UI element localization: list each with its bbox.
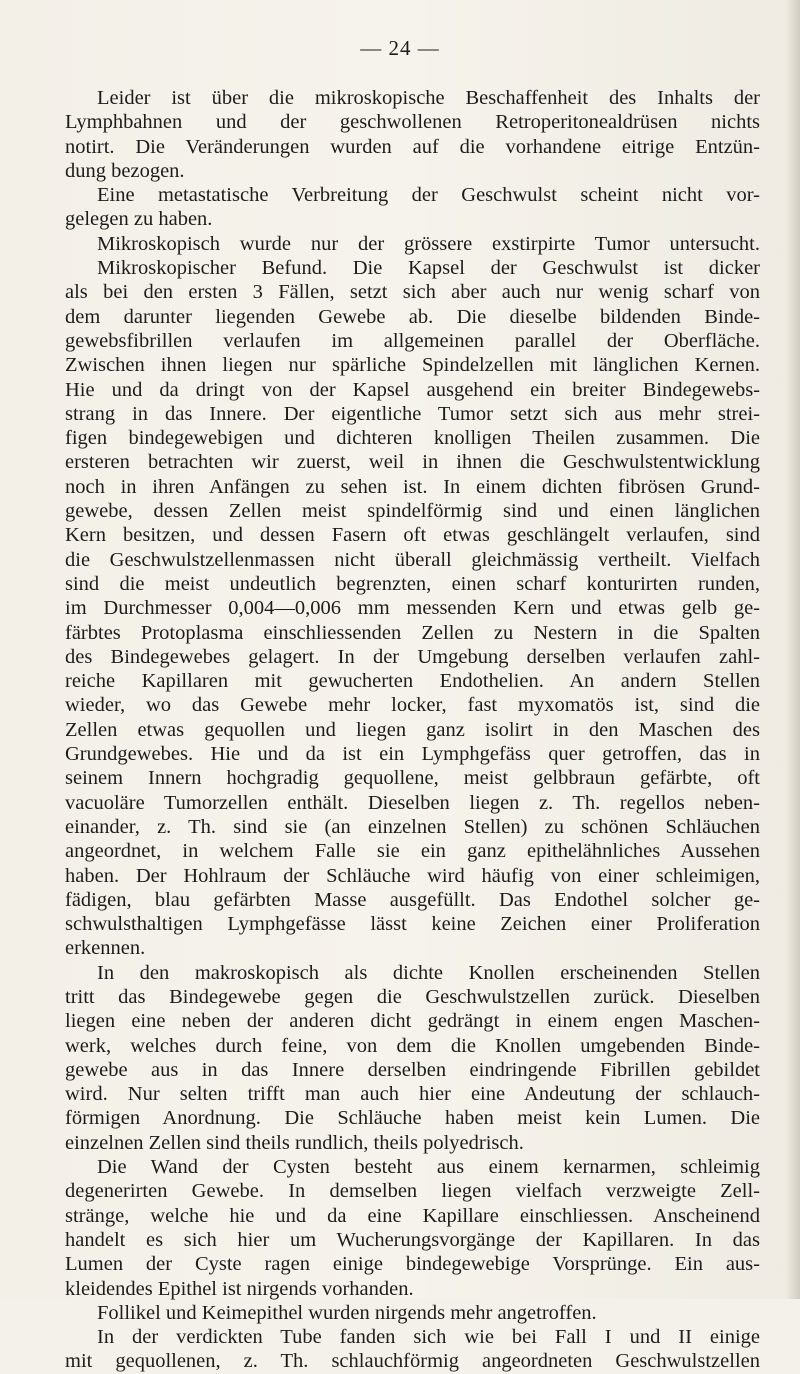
page-edge-shadow (786, 0, 800, 1299)
text-line: noch in ihren Anfängen zu sehen ist. In einem dichten fibrösen Grund- (65, 475, 760, 498)
text-line: angeordnet, in welchem Falle sie ein ganz epithelähnliches Aussehen (65, 840, 760, 863)
text-line: des Bindegewebes gelagert. In der Umgebung derselben verlaufen zahl- (65, 645, 760, 668)
text-line: liegen eine neben der anderen dicht gedrängt in einem engen Maschen- (65, 1010, 760, 1033)
page-number: — 24 — (360, 36, 440, 60)
text-line: Mikroskopisch wurde nur der grössere exstirpirte Tumor untersucht. (97, 232, 760, 255)
text-line: gewebe, dessen Zellen meist spindelförmig sind und einen länglichen (65, 500, 760, 523)
text-line: Kern besitzen, und dessen Fasern oft etwas geschlängelt verlaufen, sind (65, 524, 760, 547)
text-line: erkennen. (65, 937, 146, 960)
text-line: Zellen etwas gequollen und liegen ganz isolirt in den Maschen des (65, 718, 760, 741)
text-line: schwulsthaltigen Lymphgefässe lässt keine Zeichen einer Proliferation (65, 913, 760, 936)
text-line: figen bindegewebigen und dichteren knolligen Theilen zusammen. Die (65, 427, 760, 450)
text-line: Leider ist über die mikroskopische Beschaffenheit des Inhalts der (97, 87, 760, 109)
text-line: werk, welches durch feine, von dem die Knollen umgebenden Binde- (65, 1034, 760, 1057)
text-line: Eine metastatische Verbreitung der Geschwulst scheint nicht vor- (97, 184, 760, 207)
text-line: förmigen Anordnung. Die Schläuche haben meist kein Lumen. Die (65, 1107, 760, 1130)
text-line: vacuoläre Tumorzellen enthält. Dieselben liegen z. Th. regellos neben- (65, 791, 760, 814)
text-line: gewebsfibrillen verlaufen im allgemeinen parallel der Oberfläche. (65, 329, 760, 352)
body-text (65, 86, 760, 1374)
text-line: Follikel und Keimepithel wurden nirgends mehr angetroffen. (97, 1301, 597, 1324)
text-line: wird. Nur selten trifft man auch hier eine Andeutung der schlauch- (65, 1083, 760, 1106)
text-line: dem darunter liegenden Gewebe ab. Die dieselbe bildenden Binde- (65, 305, 760, 328)
text-line: haben. Der Hohlraum der Schläuche wird häufig von einer schleimigen, (65, 864, 760, 887)
text-line: seinem Innern hochgradig gequollene, meist gelbbraun gefärbte, oft (65, 767, 760, 790)
text-line: färbtes Protoplasma einschliessenden Zellen zu Nestern in die Spalten (65, 621, 760, 644)
text-line: degenerirten Gewebe. In demselben liegen vielfach verzweigte Zell- (65, 1180, 760, 1203)
text-line: gelegen zu haben. (65, 208, 213, 231)
text-line: als bei den ersten 3 Fällen, setzt sich aber auch nur wenig scharf von (65, 281, 760, 304)
text-line: Lumen der Cyste ragen einige bindegewebige Vorsprünge. Ein aus- (65, 1253, 760, 1276)
text-line: kleidendes Epithel ist nirgends vorhanden. (65, 1277, 414, 1300)
text-line: fädigen, blau gefärbten Masse ausgefüllt. Das Endothel solcher ge- (65, 888, 760, 911)
text-line: die Geschwulstzellenmassen nicht überall gleichmässig vertheilt. Vielfach (65, 548, 760, 571)
text-line: Lymphbahnen und der geschwollenen Retroperitonealdrüsen nichts (65, 111, 760, 134)
text-line: In den makroskopisch als dichte Knollen erscheinenden Stellen (97, 961, 760, 984)
text-line: Mikroskopischer Befund. Die Kapsel der Geschwulst ist dicker (97, 257, 760, 280)
text-line: Grundgewebes. Hie und da ist ein Lymphgefäss quer getroffen, das in (65, 743, 760, 766)
text-line: In der verdickten Tube fanden sich wie bei Fall I und II einige (97, 1326, 760, 1349)
text-line: ersteren betrachten wir zuerst, weil in ihnen die Geschwulstentwicklung (65, 451, 760, 474)
text-line: sind die meist undeutlich begrenzten, einen scharf konturirten runden, (65, 572, 760, 595)
text-line: im Durchmesser 0,004—0,006 mm messenden Kern und etwas gelb ge- (65, 597, 760, 620)
text-line: dung bezogen. (65, 159, 185, 182)
text-line: einander, z. Th. sind sie (an einzelnen Stellen) zu schönen Schläuchen (65, 815, 760, 838)
text-line: wieder, wo das Gewebe mehr locker, fast myxomatös ist, sind die (65, 694, 760, 717)
text-line: notirt. Die Veränderungen wurden auf die vorhandene eitrige Entzün- (65, 135, 760, 158)
text-line: Hie und da dringt von der Kapsel ausgehend ein breiter Bindegewebs- (65, 378, 760, 401)
text-line: mit gequollenen, z. Th. schlauchförmig angeordneten Geschwulstzellen (65, 1350, 760, 1373)
text-line: strang in das Innere. Der eigentliche Tumor setzt sich aus mehr strei- (65, 402, 760, 425)
text-line: gewebe aus in das Innere derselben eindringende Fibrillen gebildet (65, 1058, 760, 1081)
text-line: reiche Kapillaren mit gewucherten Endothelien. An andern Stellen (65, 670, 760, 693)
text-line: Die Wand der Cysten besteht aus einem kernarmen, schleimig (97, 1156, 760, 1179)
text-line: handelt es sich hier um Wucherungsvorgänge der Kapillaren. In das (65, 1228, 760, 1251)
text-line: einzelnen Zellen sind theils rundlich, theils polyedrisch. (65, 1131, 524, 1154)
text-line: Zwischen ihnen liegen nur spärliche Spindelzellen mit länglichen Kernen. (65, 354, 760, 377)
text-line: tritt das Bindegewebe gegen die Geschwulstzellen zurück. Dieselben (65, 985, 760, 1008)
text-line: stränge, welche hie und da eine Kapillare einschliessen. Anscheinend (65, 1204, 760, 1227)
